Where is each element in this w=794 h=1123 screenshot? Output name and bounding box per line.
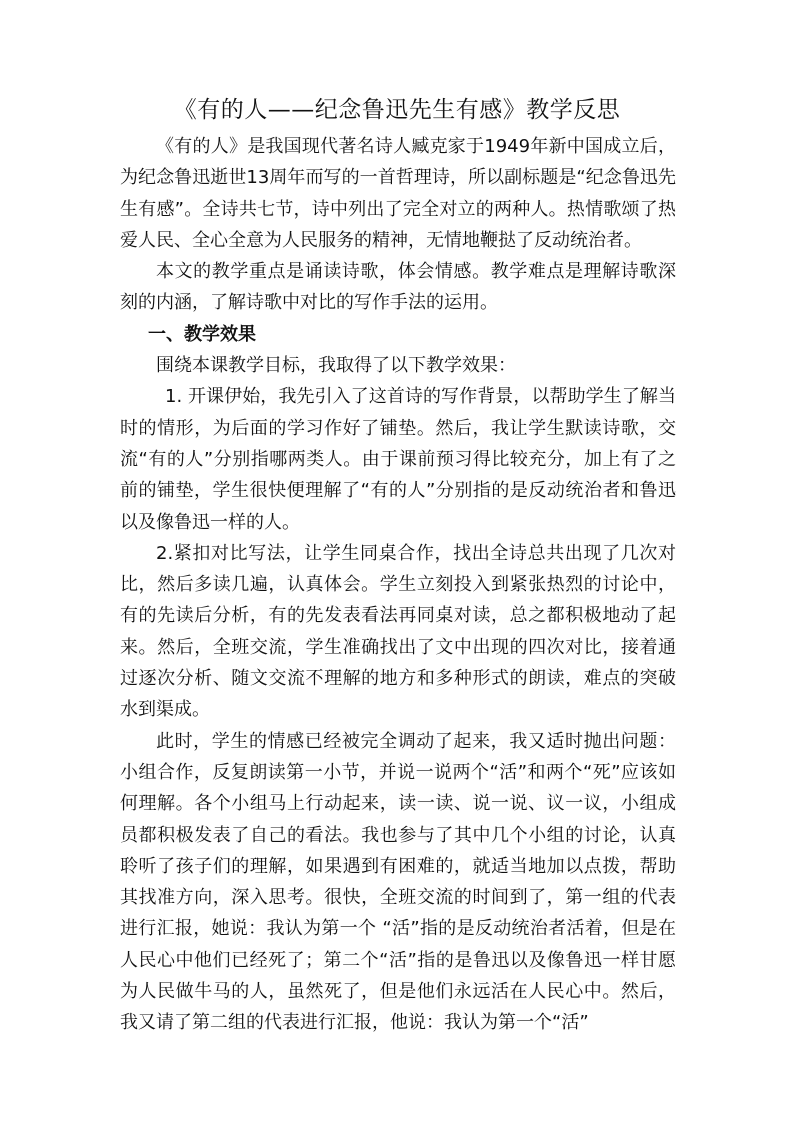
document-body [120,131,676,1039]
paragraph-discussion: 此时，学生的情感已经被完全调动了起来，我又适时抛出问题：小组合作，反复朗读第一小节，并说一说两个“活”和两个“死”应该如何理解。各个小组马上行动起来，读一读、说一说、议一议，小组成员都积极发表了自己的看法。我也参与了其中几个小组的讨论，认真聆听了孩子们的理解，如果遇到有困难的，就适当地加以点拨，帮助其找准方向，深入思考。很快，全班交流的时间到了，第一组的代表进行汇报，她说：我认为第一个 “活”指的是反动统治者活着，但是在人民心中他们已经死了；第二个“活”指的是鲁迅以及像鲁迅一样甘愿为人民做牛马的人，虽然死了，但是他们永远活在人民心中。然后，我又请了第二组的代表进行汇报，他说：我认为第一个“活” [120,730,676,1034]
section-heading: 一、教学效果 [148,323,256,345]
paragraph-summary: 围绕本课教学目标，我取得了以下教学效果： [156,355,516,377]
paragraph-intro: 《有的人》是我国现代著名诗人臧克家于1949年新中国成立后，为纪念鲁迅逝世13周年而写的一首哲理诗，所以副标题是“纪念鲁迅先生有感”。全诗共七节，诗中列出了完全对立的两种人。热情歌颂了热爱人民、全心全意为人民服务的精神，无情地鞭挞了反动统治者。 [120,136,676,251]
document-title: 《有的人——纪念鲁迅先生有感》教学反思 [173,97,621,123]
paragraph-point-2: 2.紧扣对比写法，让学生同桌合作，找出全诗总共出现了几次对比，然后多读几遍，认真体会。学生立刻投入到紧张热烈的讨论中，有的先读后分析，有的先发表看法再同桌对读，总之都积极地动了起来。然后，全班交流，学生准确找出了文中出现的四次对比，接着通过逐次分析、随文交流不理解的地方和多种形式的朗读，难点的突破水到渠成。 [120,542,676,721]
paragraph-focus: 本文的教学重点是诵读诗歌，体会情感。教学难点是理解诗歌深刻的内涵，了解诗歌中对比的写作手法的运用。 [120,261,676,314]
paragraph-point-1: 1. 开课伊始，我先引入了这首诗的写作背景，以帮助学生了解当时的情形，为后面的学习作好了铺垫。然后，我让学生默读诗歌，交流“有的人”分别指哪两类人。由于课前预习得比较充分，加上有了之前的铺垫，学生很快便理解了“有的人”分别指的是反动统治者和鲁迅以及像鲁迅一样的人。 [120,386,676,533]
